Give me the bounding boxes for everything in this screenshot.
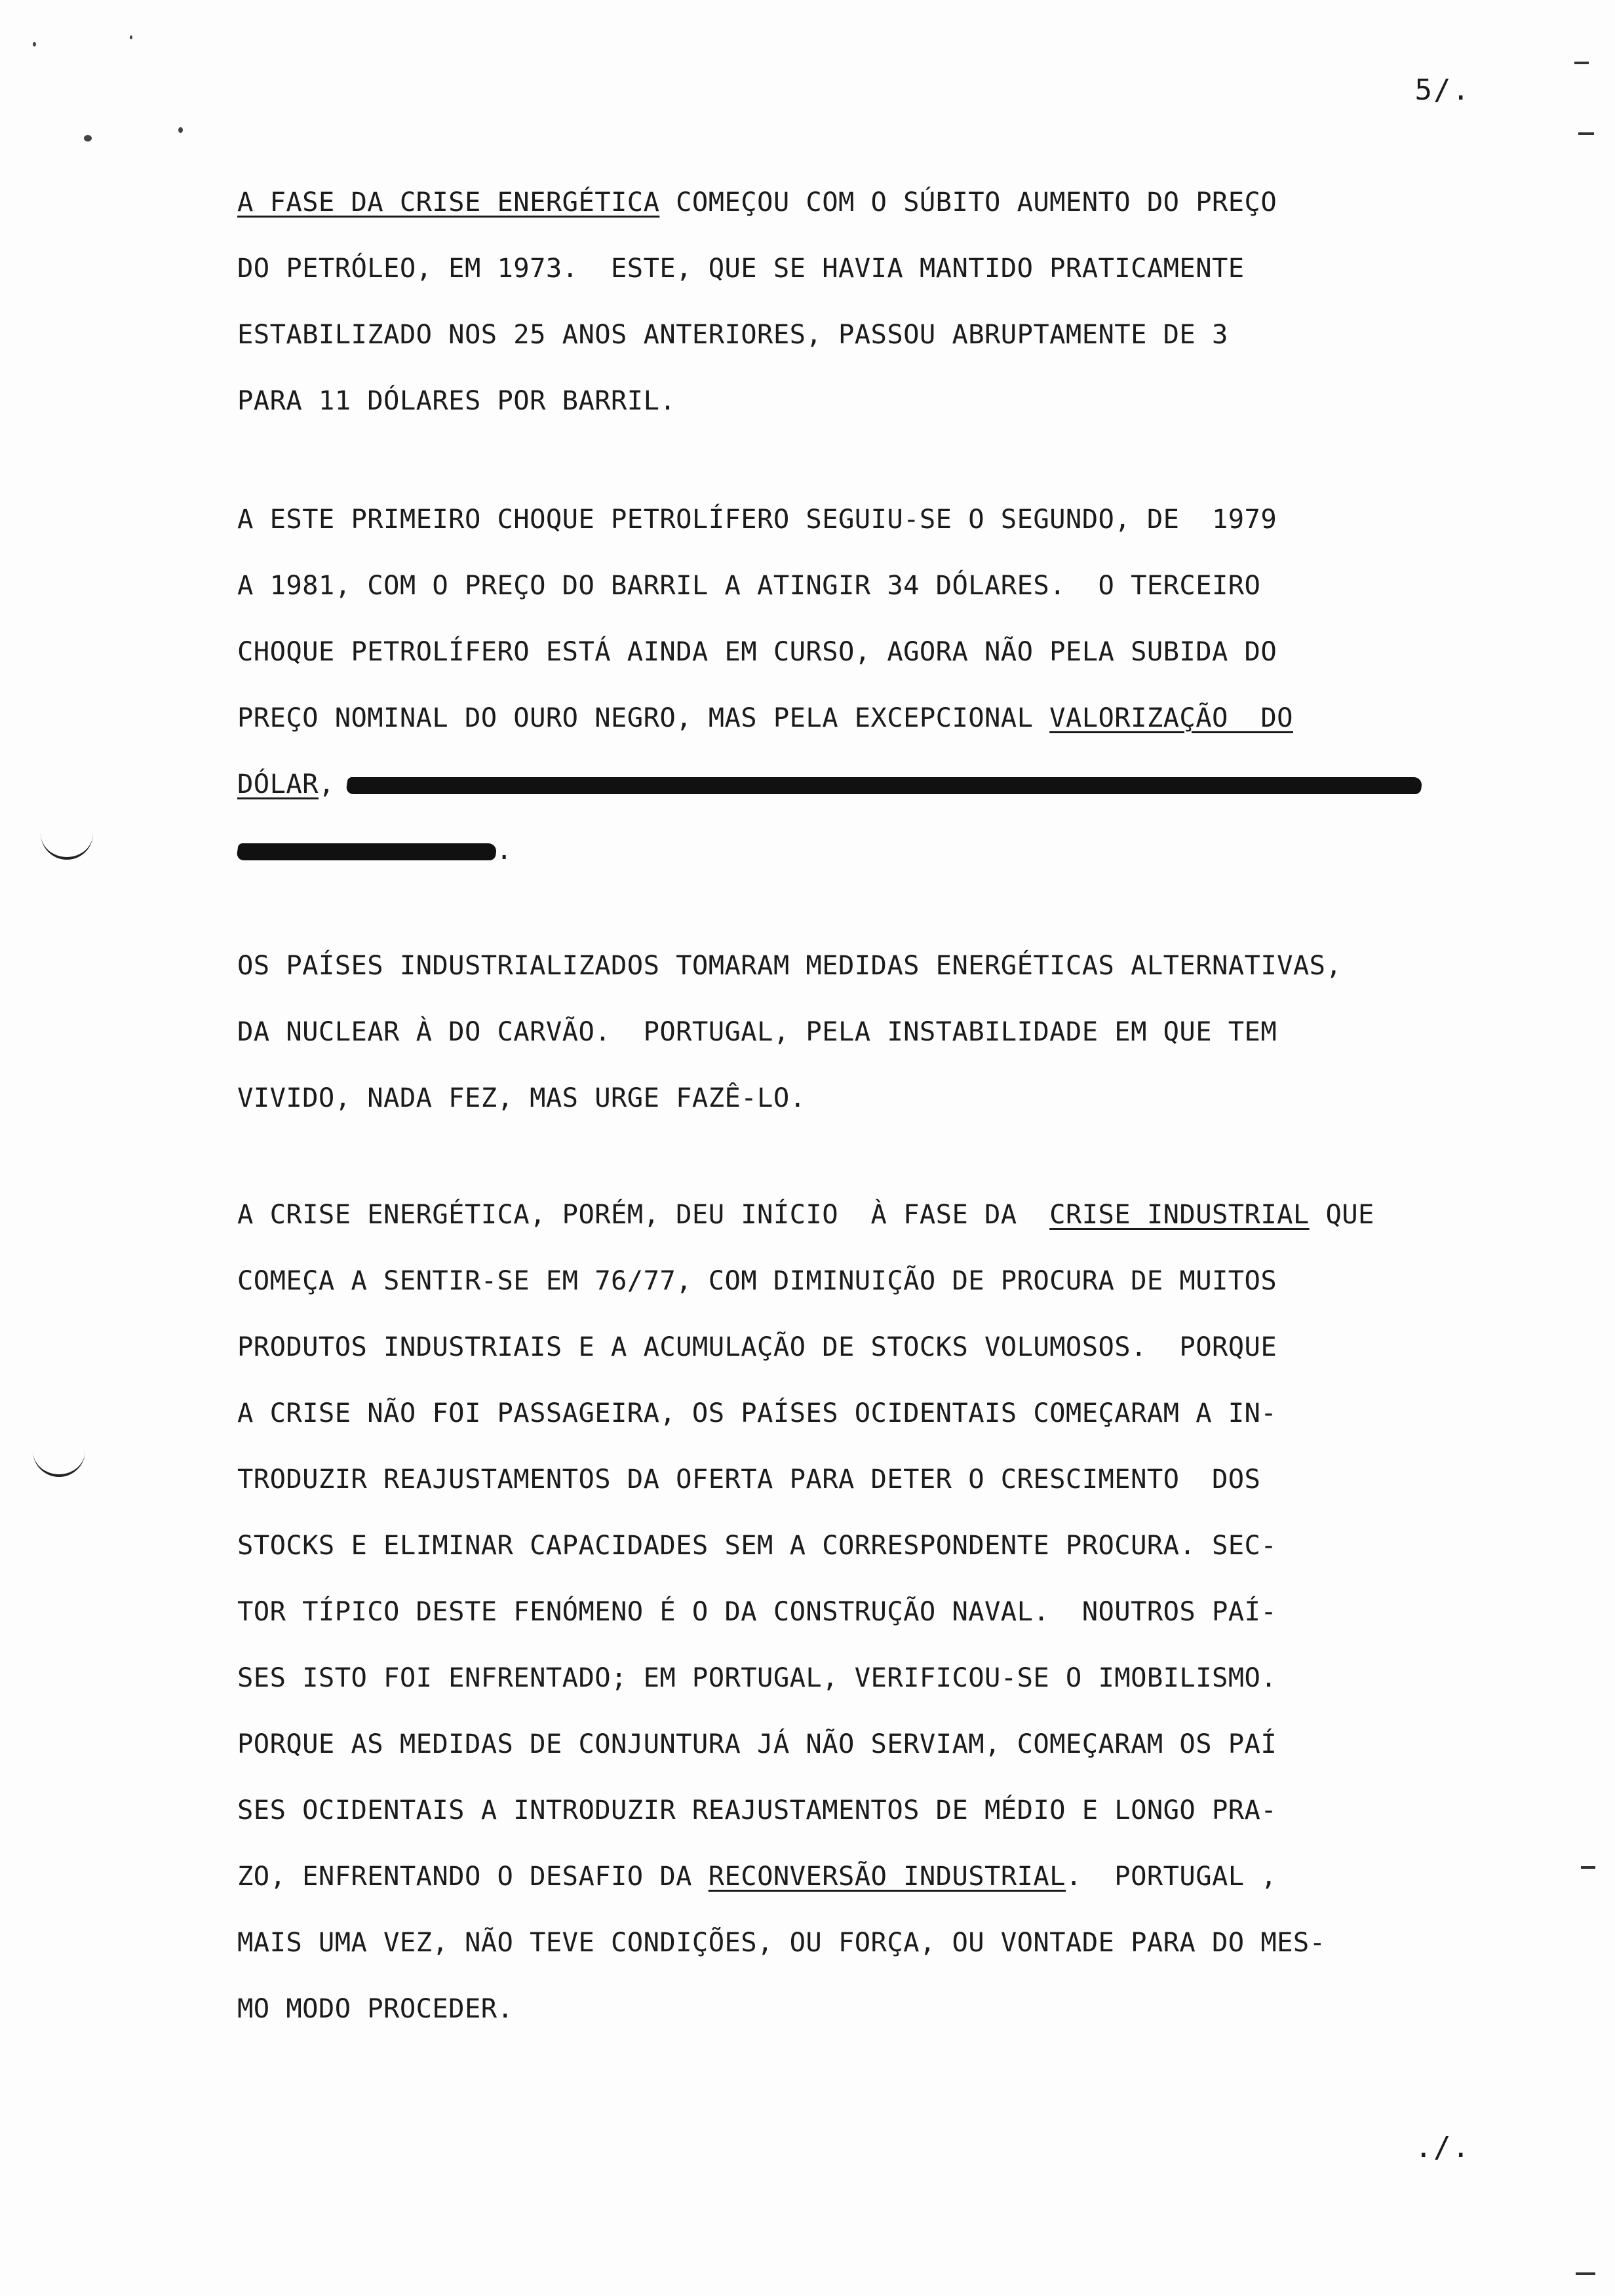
scan-speck bbox=[33, 42, 36, 47]
text-segment: A CRISE ENERGÉTICA, PORÉM, DEU INÍCIO À FASE DA bbox=[237, 1198, 1050, 1230]
text-line bbox=[237, 1181, 1515, 1248]
text-line bbox=[237, 169, 1515, 235]
text-line bbox=[237, 235, 1515, 301]
text-segment: OS PAÍSES INDUSTRIALIZADOS TOMARAM MEDIDAS ENERGÉTICAS ALTERNATIVAS, bbox=[237, 949, 1342, 981]
underlined-text: VALORIZAÇÃO DO bbox=[1049, 702, 1293, 733]
text-line bbox=[237, 685, 1515, 751]
text-line bbox=[237, 301, 1515, 368]
text-segment: DA NUCLEAR À DO CARVÃO. PORTUGAL, PELA INSTABILIDADE EM QUE TEM bbox=[237, 1016, 1277, 1047]
text-segment: PRODUTOS INDUSTRIAIS E A ACUMULAÇÃO DE STOCKS VOLUMOSOS. PORQUE bbox=[237, 1331, 1277, 1362]
text-line bbox=[237, 1711, 1515, 1777]
text-segment: VIVIDO, NADA FEZ, MAS URGE FAZÊ-LO. bbox=[237, 1082, 806, 1113]
text-line bbox=[237, 1909, 1515, 1976]
text-line bbox=[237, 1065, 1515, 1131]
margin-check-mark bbox=[41, 831, 93, 860]
scan-speck bbox=[130, 35, 132, 39]
text-segment: ZO, ENFRENTANDO O DESAFIO DA bbox=[237, 1860, 709, 1892]
text-segment: MAIS UMA VEZ, NÃO TEVE CONDIÇÕES, OU FORÇA, OU VONTADE PARA DO MES- bbox=[237, 1926, 1326, 1958]
text-line bbox=[237, 619, 1515, 685]
paragraph-industrial-crisis bbox=[237, 1181, 1515, 2042]
text-line bbox=[237, 817, 1515, 883]
text-segment: . PORTUGAL , bbox=[1065, 1860, 1277, 1892]
text-line bbox=[237, 1446, 1515, 1512]
text-line bbox=[237, 1248, 1515, 1314]
text-line bbox=[237, 999, 1515, 1065]
text-segment: TRODUZIR REAJUSTAMENTOS DA OFERTA PARA DETER O CRESCIMENTO DOS bbox=[237, 1463, 1261, 1495]
text-segment: , bbox=[318, 768, 335, 799]
text-segment: STOCKS E ELIMINAR CAPACIDADES SEM A CORRESPONDENTE PROCURA. SEC- bbox=[237, 1529, 1277, 1561]
underlined-text: A FASE DA CRISE ENERGÉTICA bbox=[237, 186, 660, 218]
text-segment: A CRISE NÃO FOI PASSAGEIRA, OS PAÍSES OCIDENTAIS COMEÇARAM A IN- bbox=[237, 1397, 1277, 1428]
text-line bbox=[237, 1314, 1515, 1380]
paragraph-alternative-measures bbox=[237, 932, 1515, 1131]
text-line bbox=[237, 486, 1515, 552]
scan-speck bbox=[84, 135, 92, 142]
underlined-text: DÓLAR bbox=[237, 768, 319, 799]
text-segment: TOR TÍPICO DESTE FENÓMENO É O DA CONSTRUÇÃO NAVAL. NOUTROS PAÍ- bbox=[237, 1596, 1277, 1627]
scan-speck bbox=[178, 127, 183, 133]
redacted-text bbox=[345, 777, 1423, 794]
text-line bbox=[237, 552, 1515, 619]
text-segment: PREÇO NOMINAL DO OURO NEGRO, MAS PELA EXCEPCIONAL bbox=[237, 702, 1050, 733]
text-line bbox=[237, 1380, 1515, 1446]
text-segment: COMEÇOU COM O SÚBITO AUMENTO DO PREÇO bbox=[659, 186, 1277, 218]
text-segment: MO MODO PROCEDER. bbox=[237, 1993, 514, 2024]
text-line bbox=[237, 1976, 1515, 2042]
text-segment: SES ISTO FOI ENFRENTADO; EM PORTUGAL, VERIFICOU-SE O IMOBILISMO. bbox=[237, 1662, 1277, 1693]
text-line bbox=[237, 1512, 1515, 1578]
underlined-text: CRISE INDUSTRIAL bbox=[1049, 1198, 1310, 1230]
text-line bbox=[237, 1578, 1515, 1645]
text-segment: PORQUE AS MEDIDAS DE CONJUNTURA JÁ NÃO SERVIAM, COMEÇARAM OS PAÍ bbox=[237, 1728, 1277, 1759]
text-segment: A ESTE PRIMEIRO CHOQUE PETROLÍFERO SEGUIU-SE O SEGUNDO, DE 1979 bbox=[237, 503, 1277, 535]
text-segment: DO PETRÓLEO, EM 1973. ESTE, QUE SE HAVIA MANTIDO PRATICAMENTE bbox=[237, 252, 1245, 284]
text-line bbox=[237, 368, 1515, 434]
text-segment: COMEÇA A SENTIR-SE EM 76/77, COM DIMINUIÇÃO DE PROCURA DE MUITOS bbox=[237, 1265, 1277, 1296]
margin-check-mark bbox=[33, 1448, 85, 1477]
text-segment: . bbox=[496, 834, 513, 866]
text-line bbox=[237, 751, 1515, 817]
scan-edge-mark bbox=[1574, 62, 1589, 64]
paragraph-energy-crisis bbox=[237, 169, 1515, 434]
text-segment: CHOQUE PETROLÍFERO ESTÁ AINDA EM CURSO, AGORA NÃO PELA SUBIDA DO bbox=[237, 636, 1277, 667]
underlined-text: RECONVERSÃO INDUSTRIAL bbox=[708, 1860, 1066, 1892]
scan-edge-mark bbox=[1576, 2272, 1595, 2275]
continuation-mark: ./. bbox=[1414, 2131, 1471, 2164]
page-number: 5/. bbox=[1414, 73, 1471, 107]
text-line bbox=[237, 1777, 1515, 1843]
text-segment: ESTABILIZADO NOS 25 ANOS ANTERIORES, PASSOU ABRUPTAMENTE DE 3 bbox=[237, 318, 1228, 350]
scan-edge-mark bbox=[1578, 132, 1594, 135]
paragraph-oil-shocks bbox=[237, 486, 1515, 883]
text-line bbox=[237, 932, 1515, 999]
text-segment: QUE bbox=[1309, 1198, 1374, 1230]
text-line bbox=[237, 1843, 1515, 1909]
scan-edge-mark bbox=[1581, 1866, 1595, 1869]
redacted-text bbox=[236, 843, 497, 860]
text-segment: SES OCIDENTAIS A INTRODUZIR REAJUSTAMENTOS DE MÉDIO E LONGO PRA- bbox=[237, 1794, 1277, 1826]
text-segment: PARA 11 DÓLARES POR BARRIL. bbox=[237, 385, 676, 416]
text-segment: A 1981, COM O PREÇO DO BARRIL A ATINGIR 34 DÓLARES. O TERCEIRO bbox=[237, 569, 1261, 601]
text-line bbox=[237, 1645, 1515, 1711]
